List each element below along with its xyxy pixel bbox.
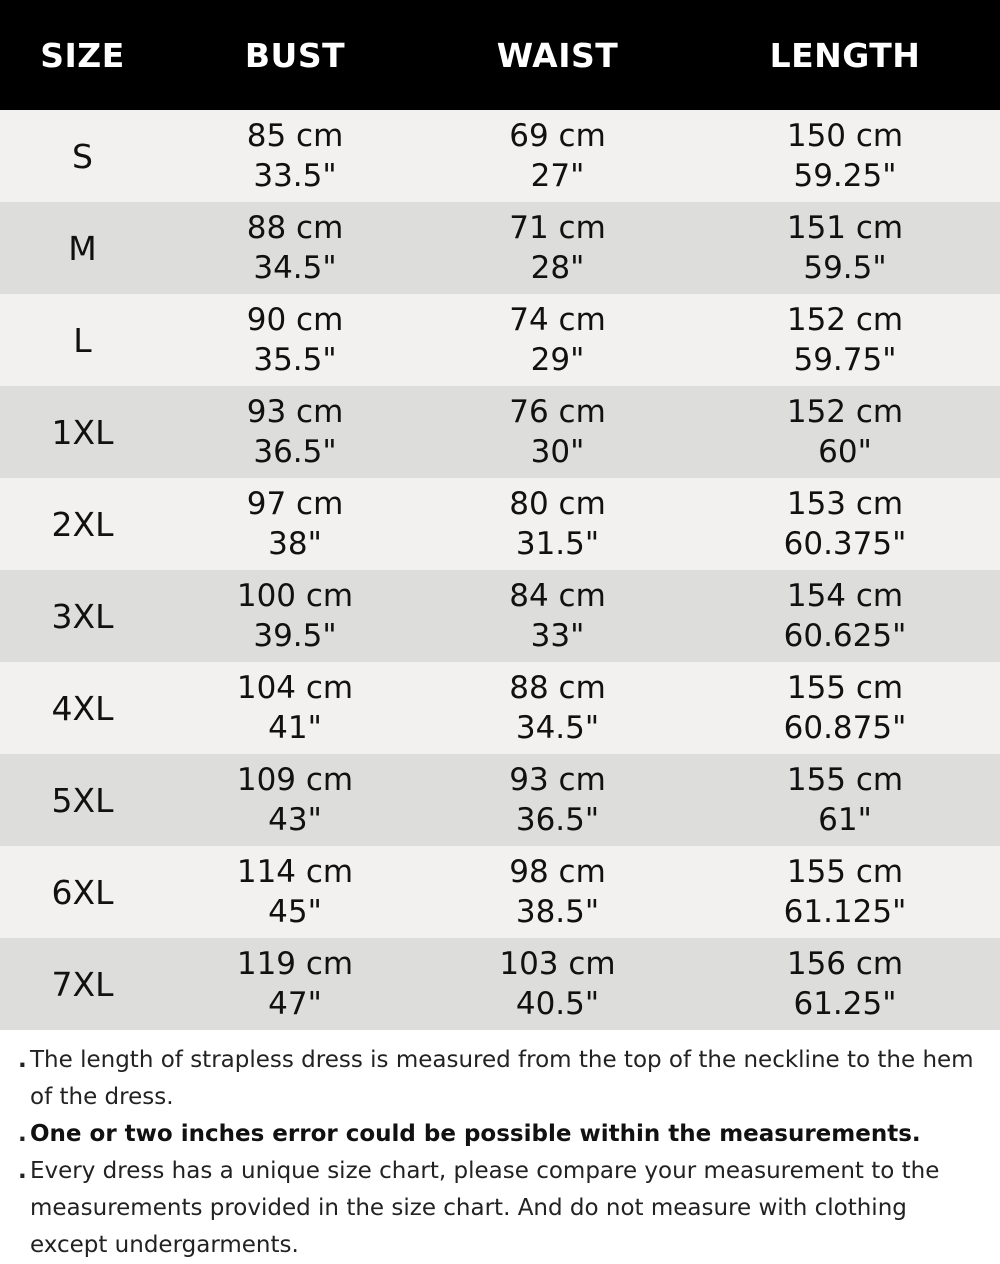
waist-cm: 98 cm xyxy=(509,854,606,890)
bust-in: 36.5" xyxy=(253,434,337,470)
waist-in: 34.5" xyxy=(515,710,600,746)
notes-list xyxy=(0,1030,1000,1264)
bust-in: 33.5" xyxy=(253,158,337,194)
bust-in: 39.5" xyxy=(253,618,337,654)
bust-cm: 104 cm xyxy=(236,670,354,706)
waist-cell xyxy=(425,668,690,748)
length-cell xyxy=(690,484,1000,564)
bust-cm: 93 cm xyxy=(246,394,344,430)
length-cell xyxy=(690,300,1000,380)
bust-cell xyxy=(165,944,425,1024)
waist-cm: 80 cm xyxy=(509,486,606,522)
length-cell xyxy=(690,944,1000,1024)
waist-cm: 103 cm xyxy=(499,946,616,982)
bust-cm: 100 cm xyxy=(236,578,354,614)
waist-cell xyxy=(425,852,690,932)
length-in: 59.25" xyxy=(793,158,897,194)
length-cm: 155 cm xyxy=(786,854,904,890)
waist-in: 40.5" xyxy=(515,986,600,1022)
waist-in: 29" xyxy=(530,342,585,378)
length-in: 60.875" xyxy=(783,710,907,746)
note-text: The length of strapless dress is measured from the top of the neckline to the hem of the dress. xyxy=(30,1047,974,1110)
length-cell xyxy=(690,576,1000,656)
table-row xyxy=(0,202,1000,294)
waist-cell xyxy=(425,208,690,288)
header-waist: WAIST xyxy=(496,35,619,75)
length-cell xyxy=(690,208,1000,288)
header-size: SIZE xyxy=(40,35,125,75)
length-cm: 152 cm xyxy=(786,302,904,338)
length-cell xyxy=(690,760,1000,840)
length-in: 61.25" xyxy=(793,986,897,1022)
length-in: 61" xyxy=(818,802,872,838)
length-in: 59.5" xyxy=(803,250,887,286)
size-cell: 2XL xyxy=(51,504,114,544)
waist-in: 31.5" xyxy=(515,526,600,562)
bust-cell xyxy=(165,852,425,932)
table-row xyxy=(0,478,1000,570)
bust-cell xyxy=(165,208,425,288)
bust-in: 43" xyxy=(268,802,322,838)
length-cm: 150 cm xyxy=(786,118,904,154)
note-item xyxy=(18,1153,986,1264)
bust-cm: 90 cm xyxy=(246,302,344,338)
bust-cm: 88 cm xyxy=(246,210,344,246)
waist-cell xyxy=(425,944,690,1024)
table-row xyxy=(0,754,1000,846)
bust-cell xyxy=(165,484,425,564)
waist-in: 30" xyxy=(530,434,585,470)
bullet-icon: . xyxy=(18,1047,27,1073)
length-cm: 155 cm xyxy=(786,762,904,798)
length-cell xyxy=(690,116,1000,196)
table-body xyxy=(0,110,1000,1030)
length-cm: 152 cm xyxy=(786,394,904,430)
waist-cell xyxy=(425,484,690,564)
waist-in: 36.5" xyxy=(515,802,600,838)
waist-in: 38.5" xyxy=(515,894,600,930)
length-cm: 156 cm xyxy=(786,946,904,982)
length-in: 60" xyxy=(818,434,872,470)
table-row xyxy=(0,294,1000,386)
size-cell: L xyxy=(73,320,92,360)
waist-in: 28" xyxy=(530,250,585,286)
bust-in: 38" xyxy=(268,526,322,562)
bust-cell xyxy=(165,668,425,748)
bust-cell xyxy=(165,116,425,196)
bust-cell xyxy=(165,300,425,380)
bust-cell xyxy=(165,760,425,840)
waist-in: 33" xyxy=(530,618,585,654)
bust-cm: 85 cm xyxy=(246,118,344,154)
waist-cm: 93 cm xyxy=(509,762,606,798)
waist-cm: 84 cm xyxy=(509,578,606,614)
length-in: 60.625" xyxy=(783,618,907,654)
length-cm: 153 cm xyxy=(786,486,904,522)
length-in: 59.75" xyxy=(793,342,897,378)
header-bust: BUST xyxy=(244,35,346,75)
bust-cell xyxy=(165,392,425,472)
length-cm: 151 cm xyxy=(786,210,904,246)
table-row xyxy=(0,386,1000,478)
waist-cm: 71 cm xyxy=(509,210,606,246)
bust-in: 35.5" xyxy=(253,342,337,378)
bust-cell xyxy=(165,576,425,656)
bust-in: 45" xyxy=(268,894,322,930)
table-row xyxy=(0,662,1000,754)
note-item xyxy=(18,1042,986,1116)
size-cell: 7XL xyxy=(51,964,114,1004)
bust-in: 34.5" xyxy=(253,250,337,286)
length-cell xyxy=(690,668,1000,748)
bust-cm: 114 cm xyxy=(236,854,354,890)
length-cm: 154 cm xyxy=(786,578,904,614)
table-row xyxy=(0,110,1000,202)
waist-cm: 74 cm xyxy=(509,302,606,338)
note-item xyxy=(18,1116,986,1153)
waist-cell xyxy=(425,760,690,840)
size-cell: 1XL xyxy=(51,412,114,452)
length-in: 61.125" xyxy=(783,894,907,930)
waist-cell xyxy=(425,576,690,656)
waist-cell xyxy=(425,392,690,472)
table-row xyxy=(0,938,1000,1030)
bust-cm: 109 cm xyxy=(236,762,354,798)
length-cell xyxy=(690,852,1000,932)
waist-cm: 76 cm xyxy=(509,394,606,430)
size-cell: 5XL xyxy=(51,780,114,820)
length-cell xyxy=(690,392,1000,472)
note-text: Every dress has a unique size chart, please compare your measurement to the measurements provided in the size chart. And do not measure with clothing except undergarments. xyxy=(30,1158,940,1258)
note-text: One or two inches error could be possible within the measurements. xyxy=(30,1121,921,1147)
table-row xyxy=(0,570,1000,662)
length-in: 60.375" xyxy=(783,526,907,562)
size-cell: M xyxy=(68,228,97,268)
bust-in: 41" xyxy=(268,710,322,746)
bust-cm: 119 cm xyxy=(236,946,354,982)
waist-in: 27" xyxy=(530,158,585,194)
bust-cm: 97 cm xyxy=(246,486,344,522)
bullet-icon: . xyxy=(18,1158,27,1184)
length-cm: 155 cm xyxy=(786,670,904,706)
header-length: LENGTH xyxy=(769,35,921,75)
size-cell: 6XL xyxy=(51,872,114,912)
table-header xyxy=(0,0,1000,110)
waist-cm: 69 cm xyxy=(509,118,606,154)
waist-cell xyxy=(425,116,690,196)
size-cell: S xyxy=(72,136,93,176)
bust-in: 47" xyxy=(268,986,322,1022)
waist-cm: 88 cm xyxy=(509,670,606,706)
size-cell: 3XL xyxy=(51,596,114,636)
table-row xyxy=(0,846,1000,938)
waist-cell xyxy=(425,300,690,380)
bullet-icon: . xyxy=(18,1121,27,1147)
size-cell: 4XL xyxy=(51,688,114,728)
